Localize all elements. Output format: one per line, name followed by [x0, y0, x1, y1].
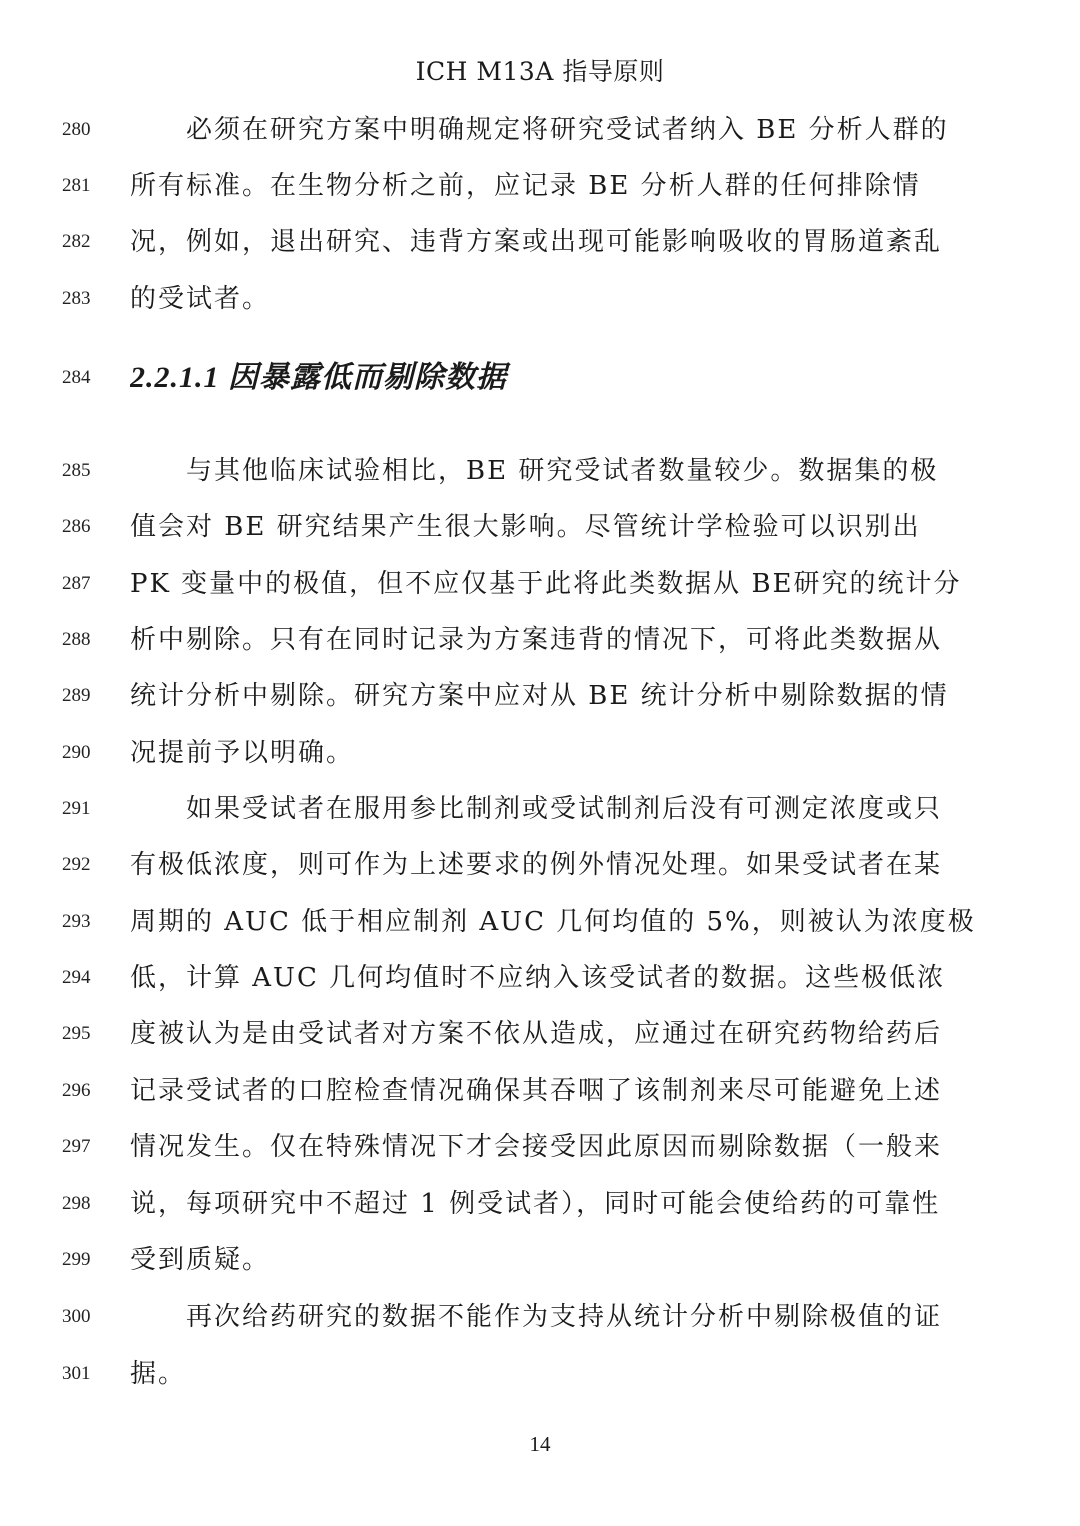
- line-number: 287: [62, 573, 91, 594]
- page-header-title: ICH M13A 指导原则: [415, 57, 665, 86]
- text-line: [0, 1297, 1080, 1337]
- line-number: 300: [62, 1306, 91, 1327]
- line-text: 周期的 AUC 低于相应制剂 AUC 几何均值的 5%，则被认为浓度极: [130, 907, 976, 937]
- line-text: 的受试者。: [130, 284, 271, 314]
- line-text: 析中剔除。只有在同时记录为方案违背的情况下，可将此类数据从: [130, 625, 943, 655]
- line-text: 情况发生。仅在特殊情况下才会接受因此原因而剔除数据（一般来: [130, 1132, 943, 1162]
- line-number: 293: [62, 911, 91, 932]
- line-number: 288: [62, 629, 91, 650]
- section-heading-line: [0, 358, 1080, 398]
- line-number: 283: [62, 288, 91, 309]
- line-number: 295: [62, 1023, 91, 1044]
- line-text: 记录受试者的口腔检查情况确保其吞咽了该制剂来尽可能避免上述: [130, 1076, 943, 1106]
- text-line: [0, 1071, 1080, 1111]
- text-line: [0, 451, 1080, 491]
- text-line: [0, 564, 1080, 604]
- line-number: 290: [62, 742, 91, 763]
- text-line: [0, 1354, 1080, 1394]
- line-text: 所有标准。在生物分析之前，应记录 BE 分析人群的任何排除情: [130, 171, 921, 201]
- text-line: [0, 620, 1080, 660]
- line-text: 况，例如，退出研究、违背方案或出现可能影响吸收的胃肠道紊乱: [130, 227, 943, 257]
- line-text: 况提前予以明确。: [130, 738, 355, 768]
- line-text: 与其他临床试验相比，BE 研究受试者数量较少。数据集的极: [186, 456, 939, 486]
- line-number: 289: [62, 685, 91, 706]
- line-number: 294: [62, 967, 91, 988]
- line-number: 291: [62, 798, 91, 819]
- text-line: [0, 1184, 1080, 1224]
- line-text: 有极低浓度，则可作为上述要求的例外情况处理。如果受试者在某: [130, 850, 943, 880]
- line-number: 280: [62, 119, 91, 140]
- text-line: [0, 279, 1080, 319]
- text-line: [0, 110, 1080, 150]
- line-number: 286: [62, 516, 91, 537]
- line-number: 298: [62, 1193, 91, 1214]
- text-line: [0, 1014, 1080, 1054]
- text-line: [0, 222, 1080, 262]
- line-text: 据。: [130, 1359, 187, 1389]
- line-text: 值会对 BE 研究结果产生很大影响。尽管统计学检验可以识别出: [130, 512, 921, 542]
- line-number: 296: [62, 1080, 91, 1101]
- line-text: 如果受试者在服用参比制剂或受试制剂后没有可测定浓度或只: [186, 794, 943, 824]
- line-text: 低，计算 AUC 几何均值时不应纳入该受试者的数据。这些极低浓: [130, 963, 946, 993]
- line-text: 度被认为是由受试者对方案不依从造成，应通过在研究药物给药后: [130, 1019, 943, 1049]
- text-line: [0, 1240, 1080, 1280]
- text-line: [0, 733, 1080, 773]
- text-line: [0, 166, 1080, 206]
- text-line: [0, 958, 1080, 998]
- line-number: 281: [62, 175, 91, 196]
- text-line: [0, 507, 1080, 547]
- section-heading: 2.2.1.1 因暴露低而剔除数据: [130, 361, 507, 394]
- line-number: 282: [62, 231, 91, 252]
- text-line: [0, 1127, 1080, 1167]
- text-line: [0, 789, 1080, 829]
- page-number: 14: [529, 1432, 551, 1456]
- line-text: 再次给药研究的数据不能作为支持从统计分析中剔除极值的证: [186, 1302, 943, 1332]
- line-number: 284: [62, 367, 91, 388]
- line-text: PK 变量中的极值，但不应仅基于此将此类数据从 BE研究的统计分: [130, 569, 962, 599]
- line-number: 301: [62, 1363, 91, 1384]
- line-number: 299: [62, 1249, 91, 1270]
- text-line: [0, 676, 1080, 716]
- text-line: [0, 845, 1080, 885]
- text-line: [0, 902, 1080, 942]
- line-text: 受到质疑。: [130, 1245, 271, 1275]
- line-number: 297: [62, 1136, 91, 1157]
- line-text: 统计分析中剔除。研究方案中应对从 BE 统计分析中剔除数据的情: [130, 681, 949, 711]
- line-text: 必须在研究方案中明确规定将研究受试者纳入 BE 分析人群的: [186, 115, 949, 145]
- line-number: 285: [62, 460, 91, 481]
- line-text: 说，每项研究中不超过 1 例受试者），同时可能会使给药的可靠性: [130, 1189, 941, 1219]
- line-number: 292: [62, 854, 91, 875]
